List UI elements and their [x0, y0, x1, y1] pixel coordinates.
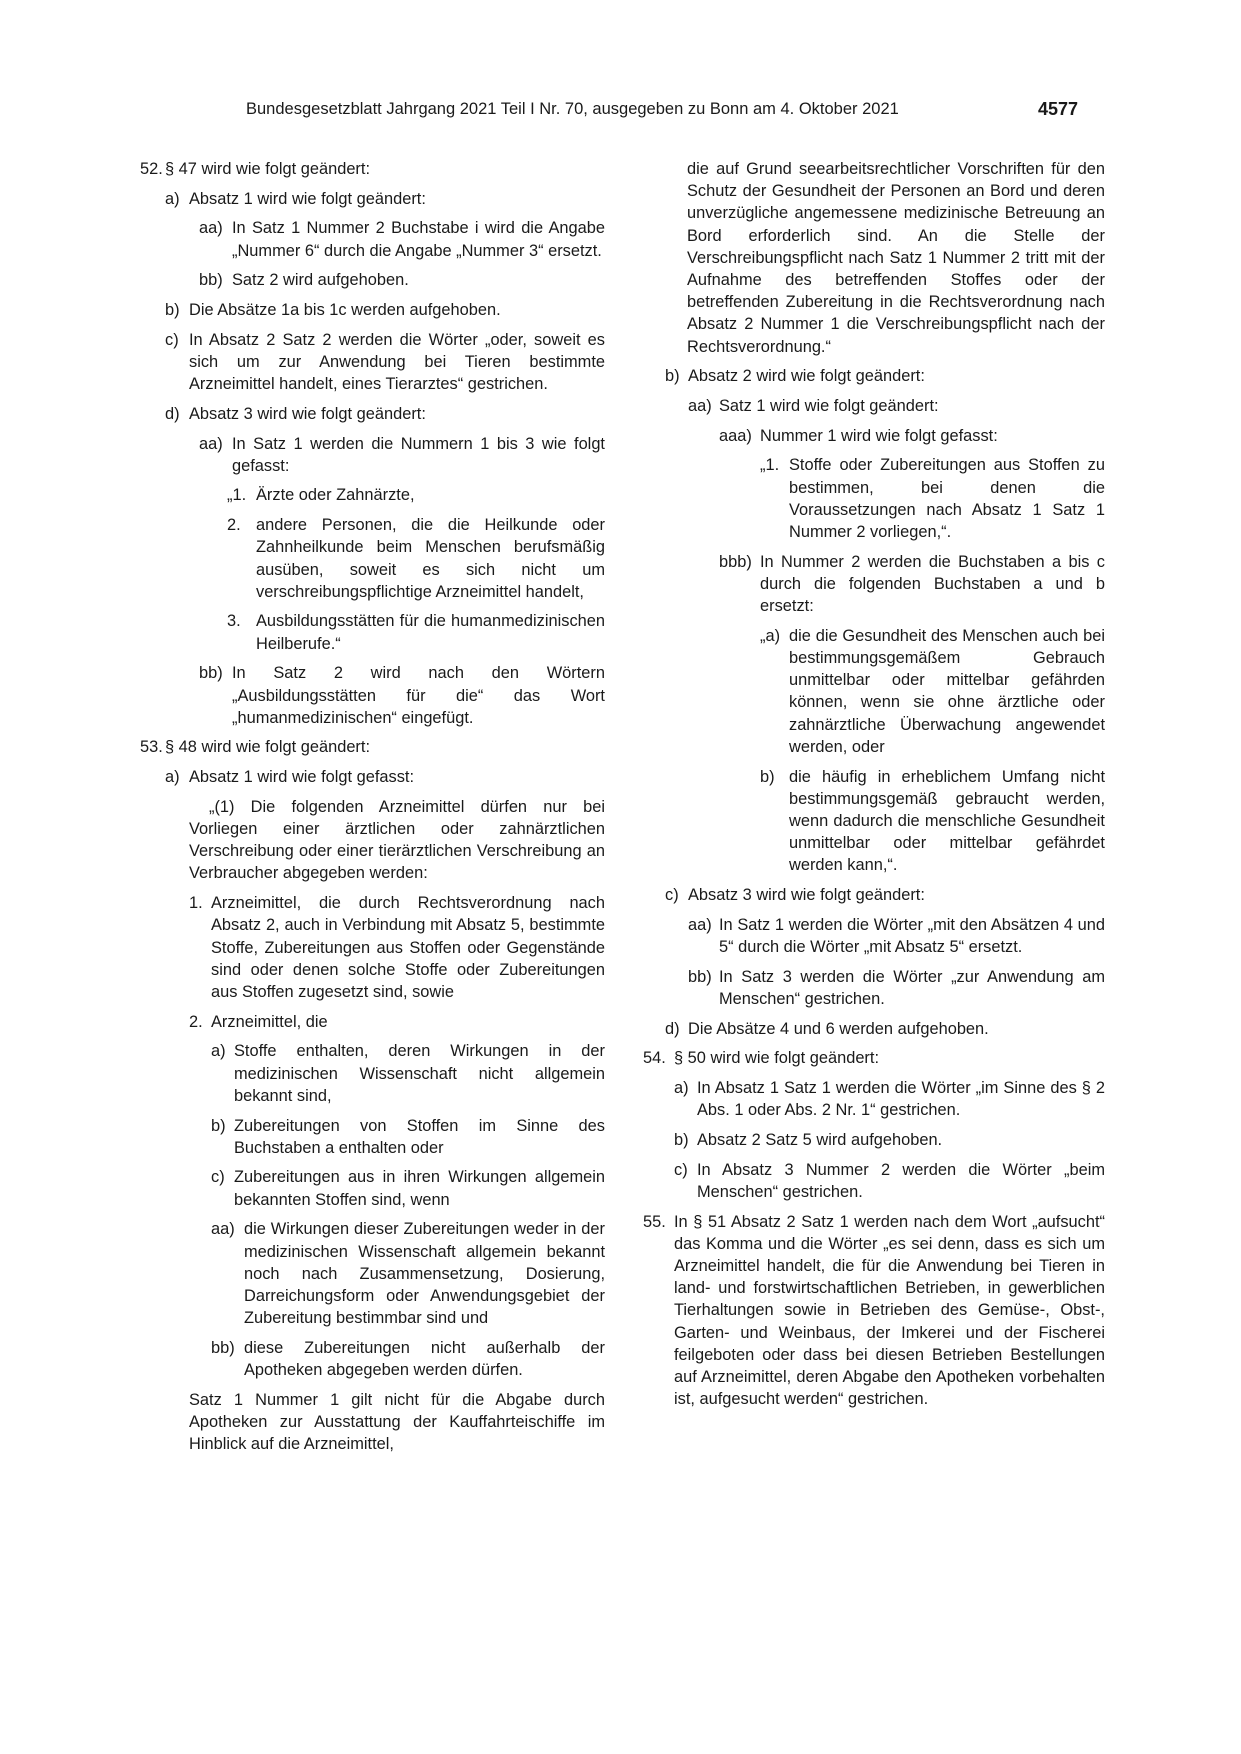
left-column: [140, 158, 605, 1463]
list-item: [199, 433, 605, 477]
item-text: Stoffe enthalten, deren Wirkungen in der medizinischen Wissenschaft nicht allgemein bekannt sind,: [234, 1042, 605, 1105]
item-text: Absatz 2 wird wie folgt geändert:: [688, 367, 925, 386]
list-item: [140, 158, 605, 180]
item-text: § 48 wird wie folgt geändert:: [165, 738, 371, 757]
item-label: „1.: [227, 486, 247, 505]
item-text: Absatz 3 wird wie folgt geändert:: [688, 886, 925, 905]
list-item: [719, 551, 1105, 618]
item-label: b): [211, 1116, 226, 1135]
list-item: [165, 403, 605, 425]
item-text: Satz 1 wird wie folgt geändert:: [719, 397, 939, 416]
item-text: In Absatz 2 Satz 2 werden die Wörter „oder, soweit es sich um zur Anwendung bei Tieren bestimmte Arzneimittel handelt, eines Tierarztes“ gestrichen.: [189, 330, 605, 394]
list-item: [189, 1011, 605, 1033]
item-label: b): [674, 1130, 689, 1149]
item-label: bb): [199, 664, 223, 683]
item-text: Arzneimittel, die: [211, 1012, 328, 1031]
item-text: Absatz 1 wird wie folgt geändert:: [189, 189, 426, 208]
item-label: a): [211, 1042, 226, 1061]
item-label: b): [165, 301, 180, 320]
item-label: „a): [760, 626, 781, 645]
list-item: [211, 1115, 605, 1159]
list-item: [165, 329, 605, 396]
list-item: [688, 914, 1105, 958]
item-text: In Absatz 3 Nummer 2 werden die Wörter „beim Menschen“ gestrichen.: [697, 1160, 1105, 1201]
list-item: [199, 217, 605, 261]
item-text: Zubereitungen von Stoffen im Sinne des Buchstaben a enthalten oder: [234, 1116, 605, 1157]
item-label: c): [665, 886, 679, 905]
list-item: [199, 269, 605, 291]
item-label: bb): [199, 271, 223, 290]
item-label: a): [165, 768, 180, 787]
right-column: [643, 158, 1105, 1418]
list-item: [140, 736, 605, 758]
list-item: [665, 884, 1105, 906]
list-item: [643, 1211, 1105, 1411]
item-text: Absatz 3 wird wie folgt geändert:: [189, 404, 426, 423]
list-item: [674, 1159, 1105, 1203]
item-text: die die Gesundheit des Menschen auch bei bestimmungsgemäßem Gebrauch unmittelbar oder mittelbar gefährden können, wenn sie ohne ärztliche oder zahnärztliche Überwachung angewendet werden, oder: [789, 626, 1105, 756]
text-paragraph: [687, 158, 1105, 358]
item-text: Die Absätze 4 und 6 werden aufgehoben.: [688, 1019, 989, 1038]
item-text: Nummer 1 wird wie folgt gefasst:: [760, 426, 998, 445]
list-item: [643, 1047, 1105, 1069]
item-label: bb): [211, 1338, 235, 1357]
list-item: [665, 365, 1105, 387]
list-item: [211, 1218, 605, 1329]
list-item: [760, 625, 1105, 758]
list-item: [227, 484, 605, 506]
item-label: 2.: [189, 1012, 203, 1031]
item-text: § 50 wird wie folgt geändert:: [674, 1049, 880, 1068]
item-text: Ärzte oder Zahnärzte,: [256, 486, 415, 505]
gazette-title: Bundesgesetzblatt Jahrgang 2021 Teil I Nr. 70, ausgegeben zu Bonn am 4. Oktober 2021: [246, 100, 899, 118]
list-item: [165, 299, 605, 321]
item-text: Satz 2 wird aufgehoben.: [232, 271, 409, 290]
item-label: 55.: [643, 1212, 666, 1231]
item-label: c): [211, 1168, 225, 1187]
item-text: In Nummer 2 werden die Buchstaben a bis c durch die folgenden Buchstaben a und b ersetzt:: [760, 552, 1105, 616]
item-text: In § 51 Absatz 2 Satz 1 werden nach dem Wort „aufsucht“ das Komma und die Wörter „es sei denn, dass es sich um Arzneimittel handelt, die für die Anwendung bei Tieren in land- und forstwirtschaftlichen Betrieben, in gewerblichen Tierhaltungen sowie in Betrieben des Gemüse-, Obst-, Garten- und Weinbaus, der Imkerei und der Fischerei feilgeboten oder dass bei diesen Betrieben Bestellungen auf Arzneimittel, deren Abgabe den Apotheken vorbehalten ist, aufgesucht werden“ gestrichen.: [674, 1212, 1105, 1409]
list-item: [674, 1129, 1105, 1151]
item-text: Zubereitungen aus in ihren Wirkungen allgemein bekannten Stoffen sind, wenn: [234, 1168, 605, 1209]
item-text: diese Zubereitungen nicht außerhalb der Apotheken abgegeben werden dürfen.: [244, 1338, 605, 1380]
item-text: Satz 1 Nummer 1 gilt nicht für die Abgabe durch Apotheken zur Ausstattung der Kauffahrteischiffe im Hinblick auf die Arzneimittel,: [189, 1390, 605, 1454]
item-label: aa): [688, 397, 712, 416]
item-label: 3.: [227, 612, 241, 631]
list-item: [760, 766, 1105, 877]
item-text: In Satz 3 werden die Wörter „zur Anwendung am Menschen“ gestrichen.: [719, 967, 1105, 1008]
list-item: [199, 662, 605, 729]
item-label: aa): [688, 915, 712, 934]
item-label: d): [665, 1019, 680, 1038]
item-label: „1.: [760, 456, 780, 475]
item-label: aa): [211, 1220, 235, 1239]
item-label: a): [674, 1079, 689, 1098]
list-item: [227, 610, 605, 654]
list-item: [688, 966, 1105, 1010]
item-label: 2.: [227, 516, 241, 535]
item-text: Absatz 2 Satz 5 wird aufgehoben.: [697, 1130, 943, 1149]
list-item: [760, 454, 1105, 543]
item-label: b): [665, 367, 680, 386]
page-header: [0, 100, 1241, 124]
item-text: die auf Grund seearbeitsrechtlicher Vorschriften für den Schutz der Gesundheit der Personen an Bord und deren unverzügliche angemessene medizinische Betreuung an Bord erforderlich sind. An die Stelle der Verschreibungspflicht nach Satz 1 Nummer 2 tritt mit der Aufnahme des betreffenden Stoffes oder der betreffenden Zubereitung in die Rechtsverordnung nach Absatz 2 Nummer 1 die Verschreibungspflicht nach der Rechtsverordnung.“: [687, 160, 1105, 356]
list-item: [165, 188, 605, 210]
item-text: § 47 wird wie folgt geändert:: [165, 160, 371, 178]
item-label: d): [165, 404, 180, 423]
list-item: [665, 1018, 1105, 1040]
item-text: In Satz 1 werden die Nummern 1 bis 3 wie folgt gefasst:: [232, 434, 605, 475]
list-item: [211, 1040, 605, 1107]
item-text: In Satz 2 wird nach den Wörtern „Ausbildungsstätten für die“ das Wort „humanmedizinischen“ eingefügt.: [232, 664, 605, 727]
list-item: [165, 766, 605, 788]
list-item: [189, 892, 605, 1003]
item-text: Die Absätze 1a bis 1c werden aufgehoben.: [189, 301, 501, 320]
item-text: In Satz 1 Nummer 2 Buchstabe i wird die Angabe „Nummer 6“ durch die Angabe „Nummer 3“ ersetzt.: [232, 219, 605, 260]
item-label: bb): [688, 967, 712, 986]
item-text: Ausbildungsstätten für die humanmedizinischen Heilberufe.“: [256, 612, 605, 653]
item-label: 54.: [643, 1049, 666, 1068]
item-label: bbb): [719, 552, 752, 571]
list-item: [227, 514, 605, 603]
item-text: Absatz 1 wird wie folgt gefasst:: [189, 768, 415, 787]
item-label: a): [165, 189, 180, 208]
list-item: [211, 1166, 605, 1210]
item-label: 52.: [140, 160, 163, 178]
item-label: c): [165, 330, 179, 349]
item-text: die häufig in erheblichem Umfang nicht bestimmungsgemäß gebraucht werden, wenn dadurch die menschliche Gesundheit unmittelbar oder mittelbar gefährdet werden kann,“.: [789, 767, 1105, 875]
list-item: [674, 1077, 1105, 1121]
list-item: [688, 395, 1105, 417]
item-label: b): [760, 767, 775, 786]
item-label: aaa): [719, 426, 752, 445]
item-text: andere Personen, die die Heilkunde oder Zahnheilkunde beim Menschen berufsmäßig ausüben, soweit es sich nicht um verschreibungspflichtige Arzneimittel handelt,: [256, 516, 605, 601]
item-text: Arzneimittel, die durch Rechtsverordnung nach Absatz 2, auch in Verbindung mit Absatz 5, bestimmte Stoffe, Zubereitungen aus Stoffen oder Gegenstände sind oder denen solche Stoffe oder Zubereitungen aus Stoffen zugesetzt sind, sowie: [211, 894, 605, 1001]
list-item: [211, 1337, 605, 1381]
item-text: In Absatz 1 Satz 1 werden die Wörter „im Sinne des § 2 Abs. 1 oder Abs. 2 Nr. 1“ gestrichen.: [697, 1079, 1105, 1120]
list-item: [719, 425, 1105, 447]
item-label: aa): [199, 219, 223, 238]
text-paragraph: [189, 1389, 605, 1456]
item-label: aa): [199, 434, 223, 453]
item-text: Stoffe oder Zubereitungen aus Stoffen zu bestimmen, bei denen die Voraussetzungen nach Absatz 1 Satz 1 Nummer 2 vorliegen,“.: [789, 456, 1105, 542]
item-text: In Satz 1 werden die Wörter „mit den Absätzen 4 und 5“ durch die Wörter „mit Absatz 5“ ersetzt.: [719, 915, 1105, 956]
item-label: 1.: [189, 894, 203, 913]
item-text: „(1) Die folgenden Arzneimittel dürfen nur bei Vorliegen einer ärztlichen oder zahnärztlichen Verschreibung oder einer tierärztlichen Verschreibung an Verbraucher abgegeben werden:: [189, 797, 605, 883]
item-label: 53.: [140, 738, 163, 757]
page-number: 4577: [1038, 99, 1079, 119]
text-paragraph: [189, 796, 605, 885]
item-label: c): [674, 1160, 688, 1179]
item-text: die Wirkungen dieser Zubereitungen weder in der medizinischen Wissenschaft allgemein bekannt noch nach Zusammensetzung, Dosierung, Darreichungsform oder Anwendungsgebiet der Zubereitung bestimmbar sind und: [244, 1220, 605, 1328]
